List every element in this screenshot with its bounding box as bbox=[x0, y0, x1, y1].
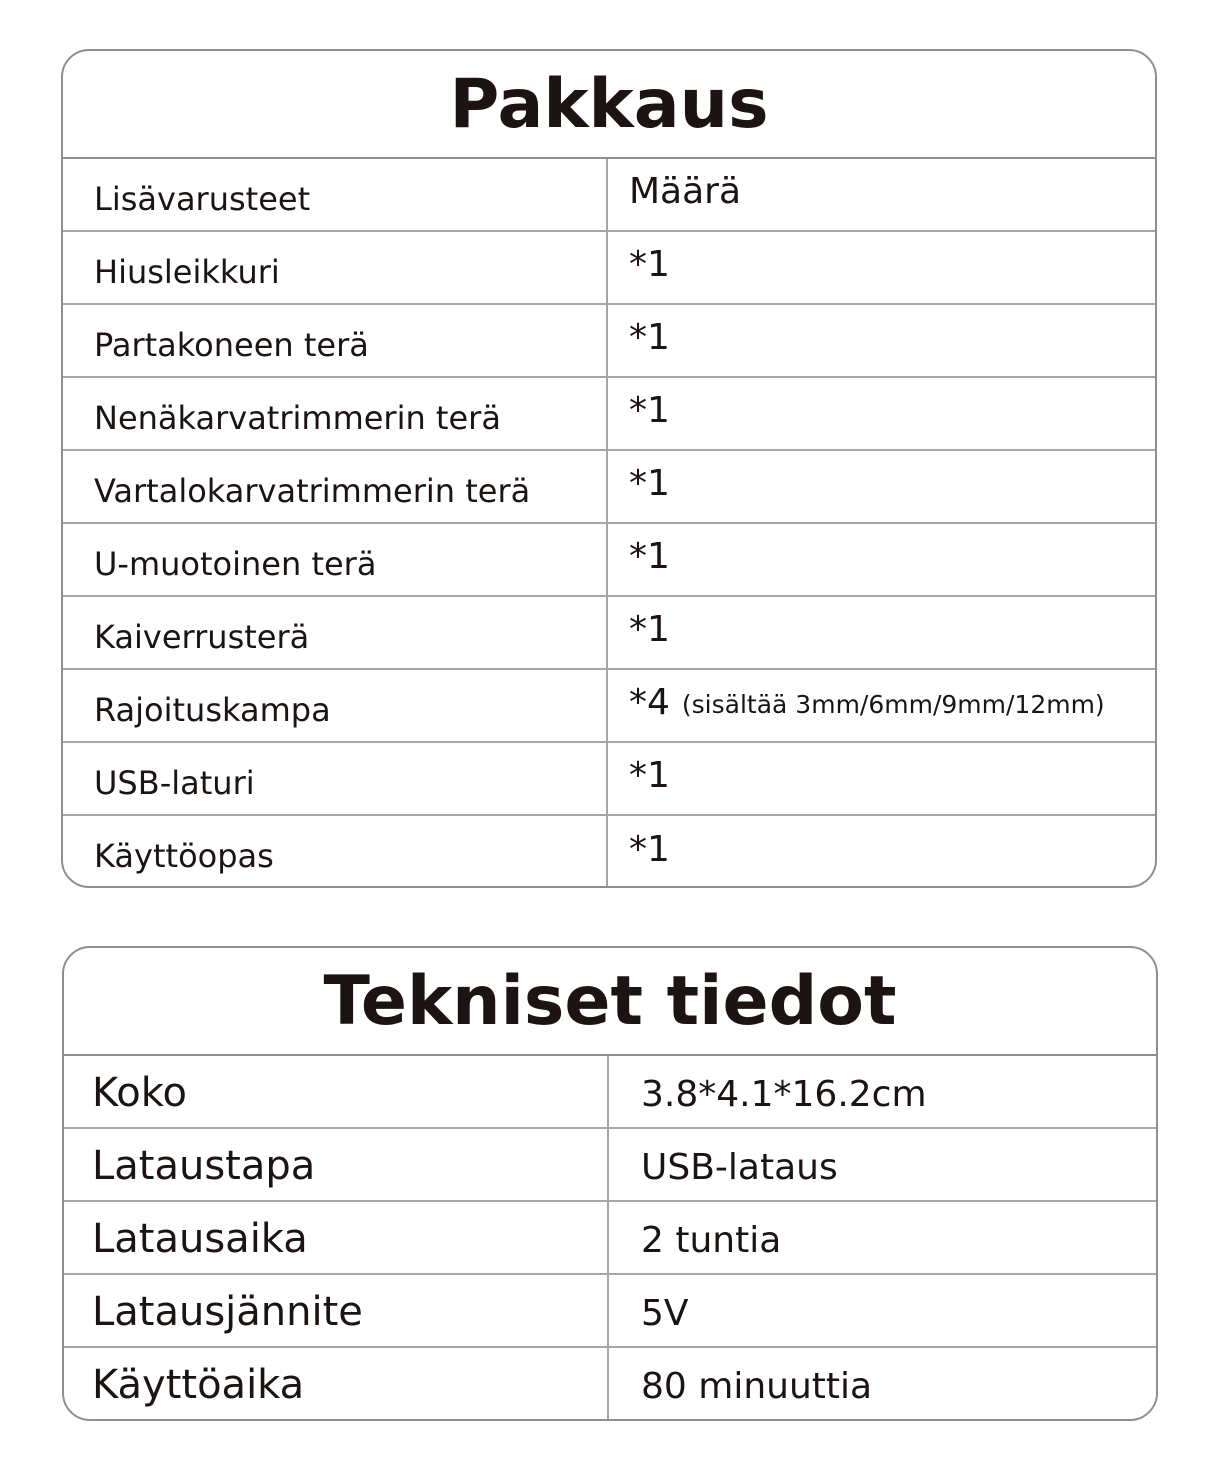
table-row bbox=[63, 816, 1155, 888]
specs-title: Tekniset tiedot bbox=[64, 948, 1156, 1056]
table-row bbox=[64, 1129, 1156, 1202]
spec-label: Koko bbox=[64, 1056, 609, 1127]
item-name: U-muotoinen terä bbox=[63, 524, 608, 595]
table-row bbox=[63, 378, 1155, 451]
item-quantity: *1 bbox=[629, 317, 670, 358]
item-quantity: *1 bbox=[629, 390, 670, 431]
spec-value: USB-lataus bbox=[641, 1147, 838, 1188]
item-quantity-cell bbox=[608, 670, 1155, 741]
technical-specs-table bbox=[62, 946, 1158, 1421]
item-quantity: *1 bbox=[629, 609, 670, 650]
spec-label: Latausaika bbox=[64, 1202, 609, 1273]
item-quantity: *4 bbox=[629, 682, 670, 723]
item-name: Käyttöopas bbox=[63, 816, 608, 888]
item-name: Hiusleikkuri bbox=[63, 232, 608, 303]
item-quantity: *1 bbox=[629, 463, 670, 504]
package-title: Pakkaus bbox=[63, 51, 1155, 159]
table-row bbox=[64, 1275, 1156, 1348]
quantity-column-header: Määrä bbox=[629, 171, 742, 212]
item-name: Partakoneen terä bbox=[63, 305, 608, 376]
spec-value: 2 tuntia bbox=[641, 1220, 782, 1261]
package-contents-table bbox=[61, 49, 1157, 888]
item-name: Rajoituskampa bbox=[63, 670, 608, 741]
item-quantity: *1 bbox=[629, 244, 670, 285]
table-row bbox=[63, 524, 1155, 597]
item-name: Kaiverrusterä bbox=[63, 597, 608, 668]
item-quantity: *1 bbox=[629, 828, 670, 870]
table-row bbox=[64, 1056, 1156, 1129]
item-quantity: *1 bbox=[629, 536, 670, 577]
spec-label: Latausjännite bbox=[64, 1275, 609, 1346]
table-row bbox=[64, 1202, 1156, 1275]
item-name: Nenäkarvatrimmerin terä bbox=[63, 378, 608, 449]
spec-value: 5V bbox=[641, 1293, 689, 1334]
table-row bbox=[63, 232, 1155, 305]
item-name: USB-laturi bbox=[63, 743, 608, 814]
item-quantity-note: (sisältää 3mm/6mm/9mm/12mm) bbox=[681, 690, 1105, 719]
table-row bbox=[63, 670, 1155, 743]
table-row bbox=[63, 451, 1155, 524]
spec-value: 3.8*4.1*16.2cm bbox=[641, 1074, 927, 1115]
accessories-column-header: Lisävarusteet bbox=[63, 159, 608, 230]
item-quantity: *1 bbox=[629, 755, 670, 796]
item-name: Vartalokarvatrimmerin terä bbox=[63, 451, 608, 522]
table-row bbox=[64, 1348, 1156, 1419]
spec-value: 80 minuuttia bbox=[641, 1366, 873, 1407]
spec-label: Käyttöaika bbox=[64, 1348, 609, 1419]
table-row bbox=[63, 305, 1155, 378]
table-row bbox=[63, 743, 1155, 816]
package-header-row bbox=[63, 159, 1155, 232]
spec-label: Lataustapa bbox=[64, 1129, 609, 1200]
table-row bbox=[63, 597, 1155, 670]
